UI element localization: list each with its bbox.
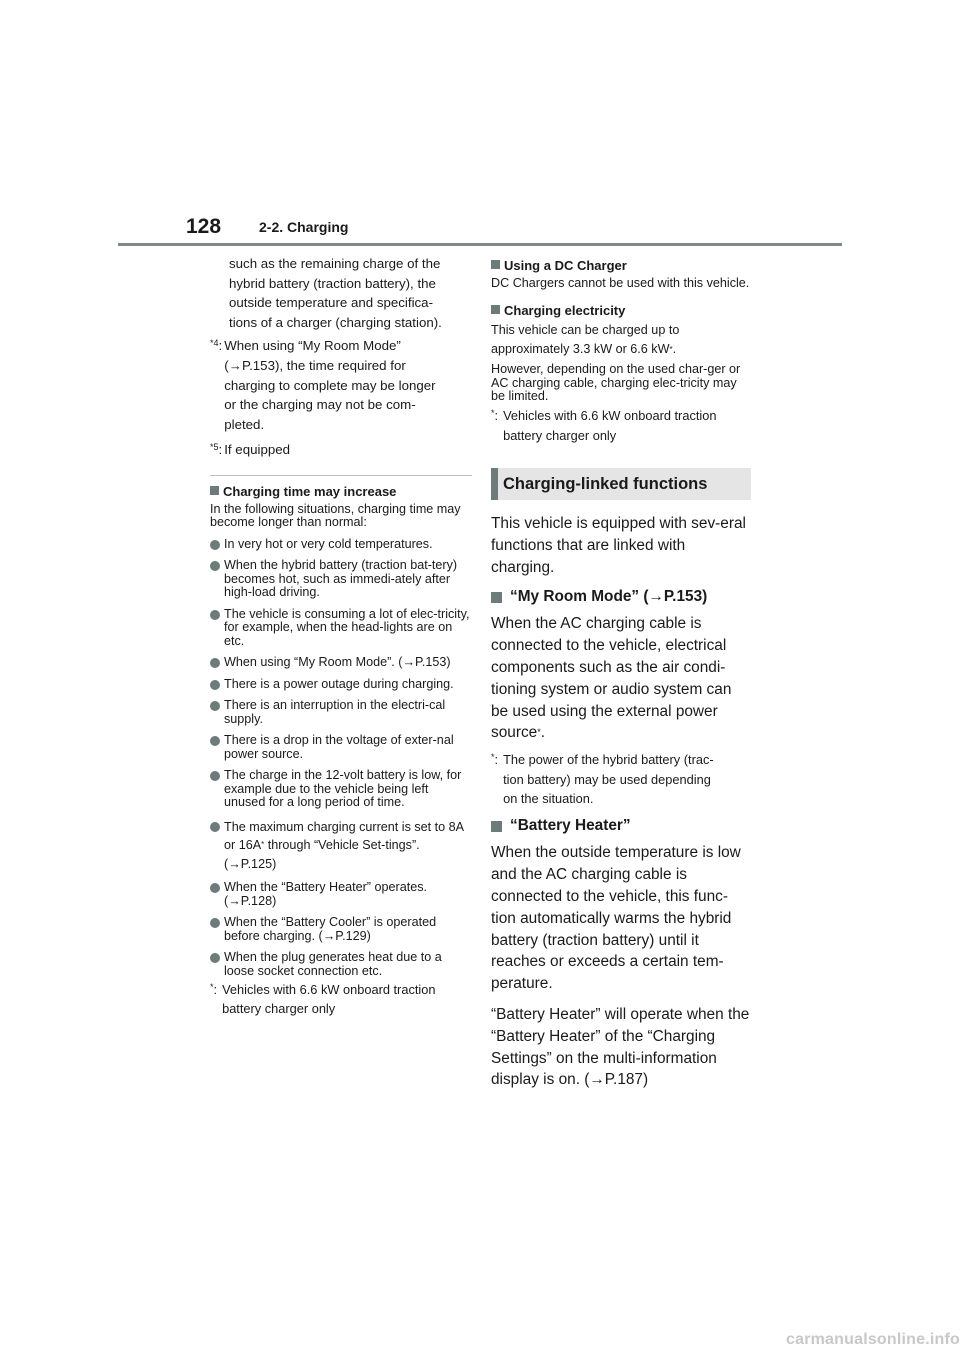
subheading-charging-time: Charging time may increase bbox=[210, 483, 472, 500]
footnote-mark: *: bbox=[210, 982, 218, 998]
circle-bullet-icon bbox=[210, 953, 220, 963]
footnote-line: charging to complete may be longer bbox=[224, 377, 436, 393]
footnote-5 bbox=[210, 440, 472, 460]
subheading-my-room-mode: “My Room Mode” (→P.153) bbox=[491, 587, 751, 607]
circle-bullet-icon bbox=[210, 918, 220, 928]
list-item: When the “Battery Cooler” is operated before charging. (→P.129) bbox=[210, 916, 472, 943]
footnote-line: battery charger only bbox=[222, 1001, 336, 1017]
footnote-onboard bbox=[210, 980, 472, 1019]
footnote-line: (→P.153), the time required for bbox=[224, 357, 406, 373]
list-item: There is a power outage during charging. bbox=[210, 678, 472, 692]
circle-bullet-icon bbox=[210, 680, 220, 690]
subheading-dc-charger: Using a DC Charger bbox=[491, 257, 751, 274]
footnote-line: battery charger only bbox=[503, 427, 617, 443]
left-column bbox=[210, 254, 472, 1019]
footnote-line: tions of a charger (charging station). bbox=[229, 314, 442, 330]
list-item: When using “My Room Mode”. (→P.153) bbox=[210, 656, 472, 670]
square-bullet-icon bbox=[491, 260, 500, 269]
footnote-line: on the situation. bbox=[503, 790, 594, 806]
circle-bullet-icon bbox=[210, 561, 220, 571]
footnote-line: hybrid battery (traction battery), the bbox=[229, 275, 436, 291]
footnote-mark: *: bbox=[491, 752, 499, 768]
list-item: The maximum charging current is set to 8A or 16A* through “Vehicle Set-tings”. (→P.125) bbox=[210, 818, 472, 874]
section-title: 2-2. Charging bbox=[259, 219, 349, 235]
header-rule bbox=[118, 243, 842, 246]
circle-bullet-icon bbox=[210, 822, 220, 832]
list-item: When the plug generates heat due to a loose socket connection etc. bbox=[210, 951, 472, 978]
footnote-onboard bbox=[491, 406, 751, 445]
footnote-continuation bbox=[210, 254, 472, 332]
circle-bullet-icon bbox=[210, 736, 220, 746]
footnote-line: Vehicles with 6.6 kW onboard traction bbox=[503, 408, 717, 424]
list-item: When the “Battery Heater” operates. (→P.128) bbox=[210, 881, 472, 908]
circle-bullet-icon bbox=[210, 658, 220, 668]
circle-bullet-icon bbox=[210, 540, 220, 550]
circle-bullet-icon bbox=[210, 771, 220, 781]
dc-charger-text: DC Chargers cannot be used with this vehicle. bbox=[491, 276, 750, 290]
battery-heater-note: “Battery Heater” will operate when the “Battery Heater” of the “Charging Settings” on the multi-information display is on. (→P.187) bbox=[491, 1005, 750, 1089]
square-bullet-icon bbox=[210, 486, 219, 495]
square-bullet-icon bbox=[491, 821, 502, 832]
list-item: There is a drop in the voltage of exter-nal power source. bbox=[210, 734, 472, 761]
circle-bullet-icon bbox=[210, 883, 220, 893]
list-item: The charge in the 12-volt battery is low, for example due to the vehicle being left unused for a long period of time. bbox=[210, 769, 472, 810]
footnote-line: tion battery) may be used depending bbox=[503, 771, 711, 787]
footnote-line: When using “My Room Mode” bbox=[224, 338, 401, 354]
page-number: 128 bbox=[186, 215, 222, 238]
linked-intro: This vehicle is equipped with sev-eral functions that are linked with charging. bbox=[491, 515, 746, 576]
circle-bullet-icon bbox=[210, 701, 220, 711]
subheading-battery-heater: “Battery Heater” bbox=[491, 816, 751, 836]
battery-heater-text: When the outside temperature is low and the AC charging cable is connected to the vehicle, this func-tion automatically warms the hybrid battery (traction battery) until it reaches or exceeds a certain tem-perature. bbox=[491, 844, 741, 993]
subheading-charging-electricity: Charging electricity bbox=[491, 302, 751, 319]
footnote-mark: *: bbox=[491, 408, 499, 424]
electricity-line: approximately 3.3 kW or 6.6 kW*. bbox=[491, 342, 677, 357]
footnote-4 bbox=[210, 336, 472, 434]
footnote-line: or the charging may not be com- bbox=[224, 397, 416, 413]
charging-time-intro: In the following situations, charging time may become longer than normal: bbox=[210, 501, 461, 530]
right-column bbox=[491, 254, 751, 1091]
list-item: There is an interruption in the electri-cal supply. bbox=[210, 699, 472, 726]
footnote-line: Vehicles with 6.6 kW onboard traction bbox=[222, 982, 436, 998]
my-room-text: When the AC charging cable is connected to the vehicle, electrical components such as the air condi-tioning system or audio system can be used using the external power source*. bbox=[491, 615, 732, 742]
footnote-line: pleted. bbox=[224, 416, 265, 432]
square-bullet-icon bbox=[491, 592, 502, 603]
footnote-my-room bbox=[491, 750, 751, 808]
footnote-line: The power of the hybrid battery (trac- bbox=[503, 752, 714, 768]
footnote-mark: $^{*4}$: bbox=[210, 338, 223, 354]
list-item: When the hybrid battery (traction bat-tery) becomes hot, such as immedi-ately after high-load driving. bbox=[210, 559, 472, 600]
circle-bullet-icon bbox=[210, 610, 220, 620]
watermark: carmanualsonline.info bbox=[786, 1331, 960, 1348]
footnote-text: If equipped bbox=[224, 442, 291, 458]
electricity-line: This vehicle can be charged up to bbox=[491, 323, 680, 338]
footnote-line: outside temperature and specifica- bbox=[229, 295, 433, 311]
list-item: In very hot or very cold temperatures. bbox=[210, 538, 472, 552]
heading-charging-linked: Charging-linked functions bbox=[491, 468, 751, 500]
electricity-note: However, depending on the used char-ger or AC charging cable, charging elec-tricity may be limited. bbox=[491, 362, 741, 403]
section-divider bbox=[210, 475, 472, 476]
square-bullet-icon bbox=[491, 305, 500, 314]
list-item: The vehicle is consuming a lot of elec-tricity, for example, when the head-lights are on etc. bbox=[210, 608, 472, 649]
footnote-line: such as the remaining charge of the bbox=[229, 256, 441, 271]
footnote-mark: $^{*5}$: bbox=[210, 442, 223, 458]
